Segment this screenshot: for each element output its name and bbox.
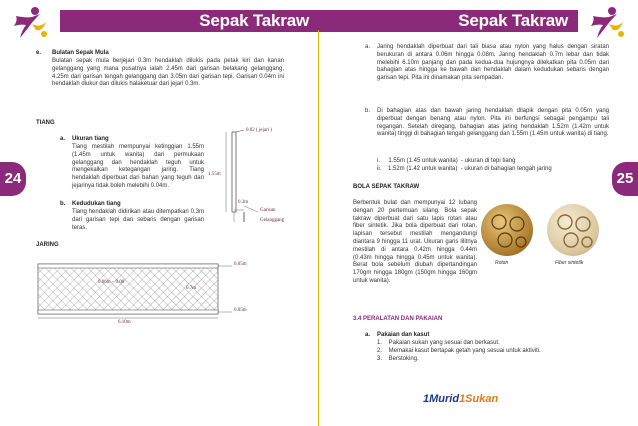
tiang-a-marker: a. [60,136,66,142]
fiber-ball-image [547,204,599,256]
rattan-caption: Rotan [495,260,509,266]
header-title: Sepak Takraw [458,11,568,30]
item-b-sub-i: i. 1.55m (1.45 untuk wanita) - ukuran di tepi tiang [377,158,516,164]
post-shape [232,132,236,212]
tiang-a-title: Ukuran tiang [72,136,109,142]
section-e-title: Bulatan Sepak Mula [52,50,109,56]
post-top-label: 0.02 ( jejari ) [246,128,273,133]
post-line-label: Garisan [260,208,276,213]
item-b-sub-ii: ii. 1.52m (1.42 untuk wanita) - ukuran di bahagian tengah jaring [377,166,552,172]
takraw-player-logo-icon [10,4,50,44]
item-b-marker: b. [365,108,371,114]
bola-heading: BOLA SEPAK TAKRAW [353,184,420,190]
tiang-b-body: Tiang hendaklah didirikan atau ditempatkan 0.3m dari garisan tepi dan sebaris dengan garisan teras. [72,209,204,231]
item-b-body: Di bahagian atas dan bawah jaring hendaklah dilapik dengan pita 0.05m yang diperbuat dengan benang atau nylon. Pita ini berfungsi sebagai pengampu tali regangan. Setelah diregang, bahagian atas jaring hendaklah 1.52m (1.42m untuk wanita) tinggi di bahagian tengah gelanggang dan 1.55m (1.45m untuk wanita) di tiang. [377,108,609,138]
tiang-b-title: Kedudukan tiang [72,201,121,207]
post-height-label: 1.55m [208,172,221,177]
net-height-label: 0.7m [186,286,197,291]
item-a-body: Jaring hendaklah diperbuat dari tali biasa atau nylon yang halus dengan siratan berukuran di antara 0.06m hingga 0.08m. Jaring hendaklah 0.7m lebar dan tidak melebihi 6.10m panjang dan pada kedua-dua hujungnya dilekatkan pita 0.05m dari bahagian atas hingga ke bawah dan hendaklah dalam kedudukan sebaris dengan garisan tepi. Pita ini dinamakan pita sempadan. [377,44,609,82]
net-diagram [36,258,286,328]
tiang-a-body: Tiang mestilah mempunyai ketinggian 1.55m (1.45m untuk wanita) dari permukaan gelanggang dan hendaklah teguh untuk mengekalkan ketegangan jaring. Tiang hendaklah diperbuat dari bahan yang teguh dan jejarinya tidak boleh melebihi 0.04m. [72,144,204,189]
header-bar [319,10,578,32]
section-e-marker: e. [36,50,42,56]
jaring-heading: JARING [36,242,59,248]
rattan-ball-image [481,204,533,256]
page-number-tab: 25 [612,162,638,196]
peralatan-sub-title: Pakaian dan kasut [377,332,430,338]
peralatan-sub-marker: a. [365,332,371,338]
net-width-label: 6.10m [118,320,131,325]
page-number-tab: 24 [0,162,26,196]
tiang-heading: TIANG [36,120,55,126]
header-title: Sepak Takraw [199,11,309,30]
peralatan-item: 1. Pakaian sukan yang sesuai dan berkasut. [377,340,500,346]
bola-body: Berbentuk bulat dan mempunyai 12 lubang dengan 20 pertemuan silang. Bola sepak takraw diperbuat dari satu lapis rotan atau fiber sintetik. Jika bola diperbuat dari rotan, lapisan tersebut mestilah mengandungi diantara 9 hingga 11 urat. Ukuran garis lilitnya mestilah di antara 0.42m hingga 0.44m (0.43m hingga hingga 0.45m untuk wanita). Berat bola sebelum diubah dipertandingan 170gm hingga 180gm (150gm hingga 160gm untuk wanita). [353,200,477,284]
right-page [319,0,638,426]
takraw-player-logo-icon [587,4,627,44]
footer-logo-a: 1Murid [423,393,460,405]
post-diagram [208,126,308,226]
footer-logo-b: 1Sukan [459,393,499,405]
tiang-b-marker: b. [60,201,66,207]
section-e-body: Bulatan sepak mula berjejari 0.3m hendaklah dilukis pada petak kiri dan kanan gelanggang yang mana pusatnya ialah 2.45m dari garisan belakang gelanggang, 4.25m dari garisan tengah gelanggang dan 3.05m dari garisan tepi. Garisan 0.04m ini hendaklah diukur dan dilukis halaketuar dari jejari 0.3m. [52,58,284,88]
peralatan-item: 2. Memakai kasut bertapak getah yang sesuai untuk aktiviti. [377,348,541,354]
net-bottom-band-label: 0.05m [234,308,247,313]
footer-logo [423,393,498,405]
post-offset-label: 0.3m [238,200,249,205]
post-court-label: Gelanggang [260,218,285,223]
peralatan-item: 3. Berstoking. [377,356,419,362]
header-bar [60,10,319,32]
net-top-band-label: 0.05m [234,262,247,267]
item-a-marker: a. [365,44,371,50]
net-mesh-label: 0.06m – 0.08 [98,280,125,285]
peralatan-heading: 3.4 PERALATAN DAN PAKAIAN [353,316,443,322]
fiber-caption: Fiber sintetik [555,260,584,266]
